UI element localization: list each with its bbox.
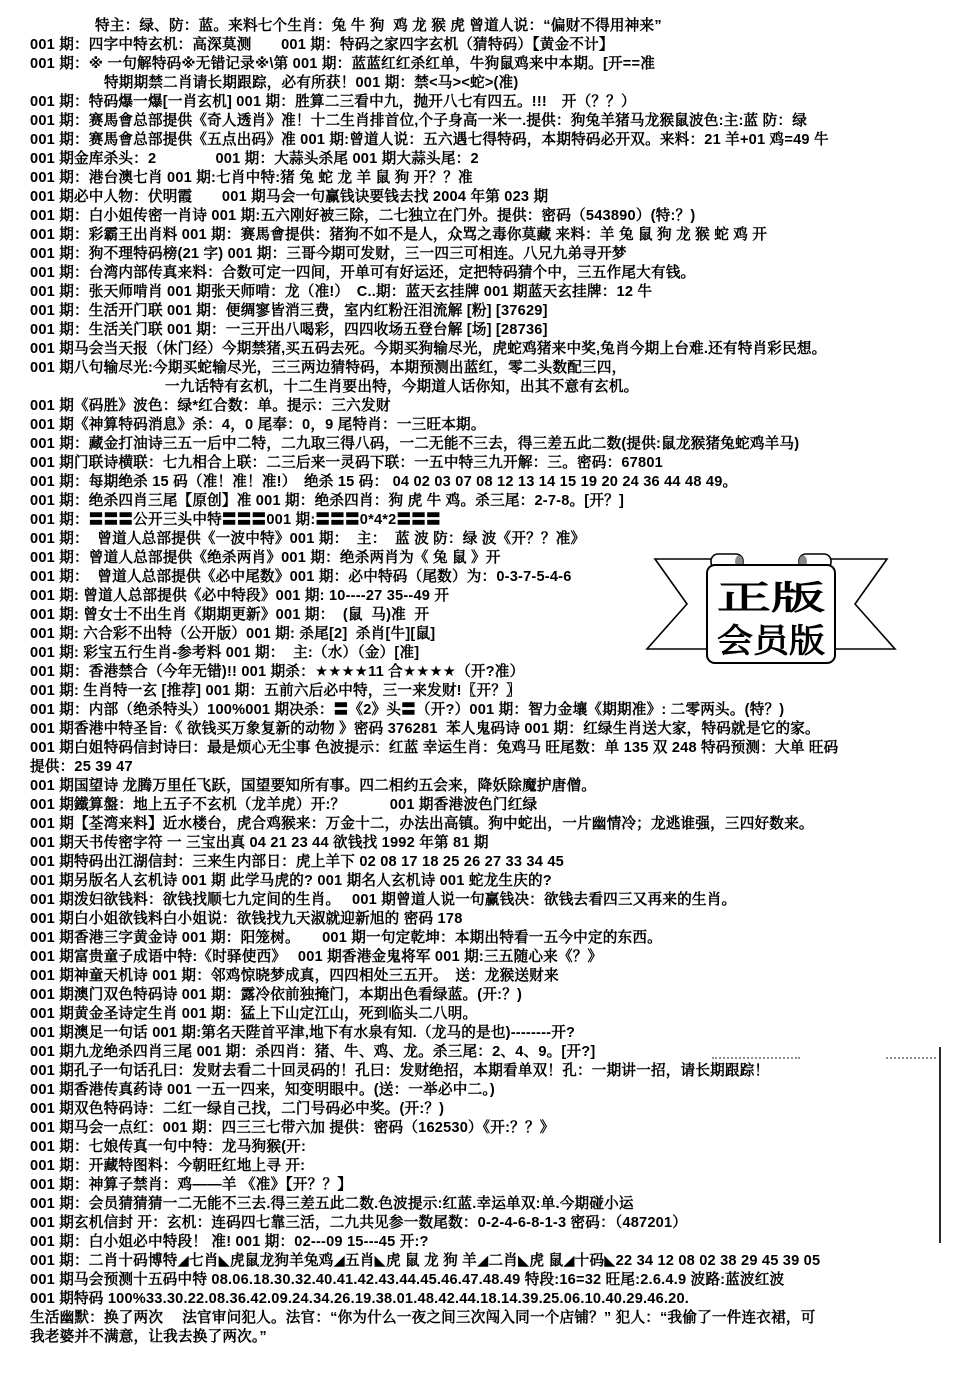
- text-line: 001 期：绝杀四肖三尾【原创】准 001 期：绝杀四肖：狗 虎 牛 鸡。杀三尾：2-7-8。[开？]: [30, 493, 625, 509]
- text-line: 001 期：四字中特玄机：高深莫测 001 期：特码之家四字玄机（猜特码）【黄金不计】: [30, 37, 614, 53]
- text-line: 001 期必中人物：伏明霞 001 期马会一句赢钱诀要钱去找 2004 年第 023 期: [30, 189, 549, 205]
- scan-artifact-dashes-right: [886, 1057, 936, 1059]
- right-edge-rule: [939, 1047, 941, 1243]
- text-line: 001 期：生活开门联 001 期：便绸寥皆消三费，室内红粉汪泪流解 [粉] [37629]: [30, 303, 548, 319]
- text-line: 001 期香港三字黄金诗 001 期：阳笼树。 001 期一句定乾坤：本期出特看一五今中定的东西。: [30, 930, 662, 946]
- text-line: 特主：绿、防：蓝。来料七个生肖：兔 牛 狗 鸡 龙 猴 虎 曾道人说：“偏财不得用神来”: [95, 18, 662, 34]
- text-line: 001 期另版名人玄机诗 001 期 此学马虎的? 001 期名人玄机诗 001 蛇龙生庆的?: [30, 873, 552, 889]
- authenticity-ribbon: [645, 549, 897, 669]
- text-line: 001 期：赛馬會总部提供《五点出码》准 001 期:曾道人说：五六遇七得特码，本期特码必开双。来料：21 羊+01 鸡=49 牛: [30, 132, 829, 148]
- ribbon-text-line1: 正版: [717, 581, 783, 617]
- text-line: 001 期玄机信封 开：玄机：连码四七靠三活，二九共见参一数尾数：0-2-4-6-8-1-3 密码：（487201）: [30, 1215, 688, 1231]
- text-line: 提供：25 39 47: [30, 759, 133, 775]
- text-line: 001 期：台湾内部传真来料：合数可定一四间，开单可有好运还，定把特码猜个中，三五作尾大有钱。: [30, 265, 696, 281]
- text-line: 001 期：每期绝杀 15 码（准！准！准!） 绝杀 15 码： 04 02 03 07 08 12 13 14 15 19 20 24 36 44 48 49。: [30, 474, 738, 490]
- text-line: 001 期澳足一句话 001 期:第名天陛首平津,地下有水泉有知.（龙马的是也)--------开?: [30, 1025, 576, 1041]
- text-line: 001 期：内部（绝杀特头）100%001 期决杀：〓《2》头〓（开?）001 期：智力金壤《期期准》: 二零两头。(特？): [30, 702, 785, 718]
- text-line: 001 期：神算子禁肖：鸡——羊 《准》【开？？】: [30, 1177, 353, 1193]
- text-line: 001 期：狗不理特码榜(21 字) 001 期：三哥今期可发财，三一四三可相连。八兄九弟寻开梦: [30, 246, 627, 262]
- text-line: 001 期八句输尽光:今期买蛇输尽光，三三两边猜特码，本期预测出蓝红，零二头数配三四，: [30, 360, 627, 376]
- text-line: 001 期: 曾女士不出生肖《期期更新》001 期： (鼠 马)准 开: [30, 607, 430, 623]
- text-line: 001 期《神算特码消息》杀：4，0 尾奉：0，9 尾特肖：一三旺本期。: [30, 417, 486, 433]
- text-line: 001 期九龙绝杀四肖三尾 001 期：杀四肖：猪、牛、鸡、龙。杀三尾：2、4、9。[开?]: [30, 1044, 596, 1060]
- text-line: 001 期白小姐欲钱料白小姐说：欲钱找九天淑就迎新旭的 密码 178: [30, 911, 463, 927]
- text-line: 001 期： 曾道人总部提供《必中尾数》001 期：必中特码（尾数）为：0-3-7-5-4-6: [30, 569, 572, 585]
- text-line: 001 期: 彩宝五行生肖-参考料 001 期： 主:（水）（金）[准]: [30, 645, 420, 661]
- text-line: 001 期：开藏特图料：今朝旺红地上寻 开:: [30, 1158, 306, 1174]
- text-line: 001 期：会员猜猜猜一二无能不三去.得三差五此二数.色波提示:红蓝.幸运单双:单.今期碰小运: [30, 1196, 634, 1212]
- text-line: 001 期泼妇欲钱料：欲钱找顺七九定间的生肖。 001 期曾道人说一句赢钱决：欲钱去看四三又再来的生肖。: [30, 892, 737, 908]
- text-line: 特期期禁二肖请长期跟踪，必有所获！001 期：禁<马><蛇>(准): [104, 75, 519, 91]
- text-line: 001 期澳门双色特码诗 001 期：露冷依前独掩门，本期出色看绿蓝。(开:？): [30, 987, 523, 1003]
- text-line: 001 期：港台澳七肖 001 期:七肖中特:猪 兔 蛇 龙 羊 鼠 狗 开？？准: [30, 170, 473, 186]
- text-line: 001 期特码出江湖信封：三来生内部日：虎上羊下 02 08 17 18 25 26 27 33 34 45: [30, 854, 564, 870]
- text-line: 001 期富贵童子成语中特:《时驿使西》 001 期香港金鬼将军 001 期:三五随心来《？》: [30, 949, 603, 965]
- text-line: 001 期白姐特码信封诗曰：最是烦心无尘事 色波提示：红蓝 幸运生肖：兔鸡马 旺尾数：单 135 双 248 特码预测：大单 旺码: [30, 740, 839, 756]
- text-line: 一九话特有玄机，十二生肖要出特，今期道人话你知，出其不意有玄机。: [165, 379, 639, 395]
- text-line: 001 期金库杀头：2 001 期：大蒜头杀尾 001 期大蒜头尾：2: [30, 151, 479, 167]
- text-line: 001 期马会一点红：001 期：四三三七带六加 提供：密码（162530）《开:？？》: [30, 1120, 555, 1136]
- text-line: 001 期《码胜》波色：绿*红合数：单。提示：三六发财: [30, 398, 391, 414]
- text-line: 001 期门联诗横联：七九相合上联：二三后来一灵码下联：一五中特三九开解：三。密码：67801: [30, 455, 663, 471]
- text-line: 001 期：生活关门联 001 期：一三开出八喝彩，四四收场五登台解 [场] [28736]: [30, 322, 548, 338]
- text-line: 001 期鐵算盤：地上五子不玄机（龙羊虎）开:？ 001 期香港波色门红绿: [30, 797, 538, 813]
- scan-artifact-dashes-left: [712, 1057, 800, 1059]
- text-line: 001 期： 曾道人总部提供《一波中特》001 期： 主： 蓝 波 防：绿 波《开？？准》: [30, 531, 586, 547]
- text-line: 001 期国望诗 龙腾万里任飞跃，国望要知所有事。四二相约五会来，降妖除魔护唐僧。: [30, 778, 597, 794]
- text-line: 001 期：二肖十码博特◢七肖◣虎鼠龙狗羊兔鸡◢五肖◣虎 鼠 龙 狗 羊◢二肖◣虎 鼠◢十码◣22 34 12 08 02 38 29 45 39 05: [30, 1253, 821, 1269]
- text-line: 生活幽默：换了两次 法官审问犯人。法官：“你为什么一夜之间三次闯入同一个店铺？” 犯人：“我偷了一件连衣裙，可: [30, 1310, 816, 1326]
- text-line: 001 期香港中特圣旨:《 欲钱买万象复新的动物 》密码 376281 苯人鬼码诗 001 期：红绿生肖送大家，特码就是它的家。: [30, 721, 820, 737]
- text-line: 001 期：赛馬會总部提供《奇人透肖》准！十二生肖排首位,个子身高一米一.提供：狗兔羊猪马龙猴鼠波色:主:蓝 防：绿: [30, 113, 807, 129]
- text-line: 001 期：特码爆一爆[一肖玄机] 001 期：胜算二三看中九，抛开八七有四五。!!! 开（？？）: [30, 94, 636, 110]
- text-line: 001 期：张天师啃肖 001 期张天师啃：龙（准!） C..期：蓝天玄挂牌 001 期蓝天玄挂牌：12 牛: [30, 284, 653, 300]
- text-line: 001 期：七娘传真一句中特：龙马狗猴(开:: [30, 1139, 307, 1155]
- text-line: 001 期: 生肖特一玄 [推荐] 001 期：五前六后必中特，三一来发财!〖开？〗: [30, 683, 521, 699]
- text-line: 001 期特码 100%33.30.22.08.36.42.09.24.34.26.19.38.01.48.42.44.18.14.39.25.06.10.40.29.46.20.: [30, 1291, 690, 1307]
- text-line: 001 期：彩霸王出肖料 001 期：赛馬會提供：猪狗不如不是人，众骂之毒你莫藏 来料：羊 兔 鼠 狗 龙 猴 蛇 鸡 开: [30, 227, 768, 243]
- text-line: 001 期：〓〓〓公开三头中特〓〓〓001 期:〓〓〓0*4*2〓〓〓: [30, 512, 441, 528]
- text-line: 001 期天书传密字符 一 三宝出真 04 21 23 44 欲钱找 1992 年第 81 期: [30, 835, 489, 851]
- text-line: 001 期神童天机诗 001 期：邻鸡惊晓梦成真，四四相处三五开。 送：龙猴送财来: [30, 968, 559, 984]
- text-line: 我老婆并不满意，让我去换了两次。”: [30, 1329, 267, 1345]
- text-line: 001 期马会预测十五码中特 08.06.18.30.32.40.41.42.43.44.45.46.47.48.49 特段:16=32 旺尾:2.6.4.9 波路:蓝波红波: [30, 1272, 785, 1288]
- text-line: 001 期黄金圣诗定生肖 001 期：猛上下山定江山，死到临头二八明。: [30, 1006, 478, 1022]
- text-line: 001 期：曾道人总部提供《绝杀两肖》001 期：绝杀两肖为《 兔 鼠 》开: [30, 550, 501, 566]
- text-line: 001 期【荃湾来料】近水楼台，虎合鸡猴来：万金十二，办法出高镇。狗中蛇出，一片幽情冷；龙逃谁强，三四好数来。: [30, 816, 814, 832]
- text-line: 001 期：香港禁合（今年无错)!! 001 期杀：★★★★11 合★★★★（开?准）: [30, 664, 525, 680]
- text-line: 001 期：白小姐必中特段！ 准! 001 期：02---09 15---45 开:?: [30, 1234, 429, 1250]
- text-line: 001 期: 曾道人总部提供《必中特段》001 期: 10----27 35--49 开: [30, 588, 450, 604]
- text-line: 001 期孔子一句话孔曰：发财去看二十回灵码的！孔曰：发财绝招，本期看单双！孔：一期讲一招，请长期跟踪！: [30, 1063, 770, 1079]
- text-line: 001 期：※ 一句解特码※无错记录※\第 001 期：蓝蓝红红杀红单，牛狗鼠鸡来中本期。[开==准: [30, 56, 656, 72]
- text-line: 001 期香港传真药诗 001 一五一四来，知变明眼中。(送：一举必中二。): [30, 1082, 495, 1098]
- text-line: 001 期：藏金打油诗三五一后中二特，二九取三得八码，一二无能不三去，得三差五此二数(提供:鼠龙猴猪兔蛇鸡羊马): [30, 436, 800, 452]
- text-line: 001 期: 六合彩不出特（公开版）001 期: 杀尾[2] 杀肖[牛][鼠]: [30, 626, 436, 642]
- ribbon-text-line2: 会员版: [717, 624, 816, 660]
- text-line: 001 期马会当天报（休门经）今期禁猪,买五码去死。今期买狗输尽光，虎蛇鸡猪来中奖,兔肖今期上台难.还有特肖彩民想。: [30, 341, 827, 357]
- text-line: 001 期：白小姐传密一肖诗 001 期:五六刚好被三除，二七独立在门外。提供：密码（543890）(特:？): [30, 208, 696, 224]
- text-line: 001 期双色特码诗：二红一绿自己找，二门号码必中奖。(开:？): [30, 1101, 445, 1117]
